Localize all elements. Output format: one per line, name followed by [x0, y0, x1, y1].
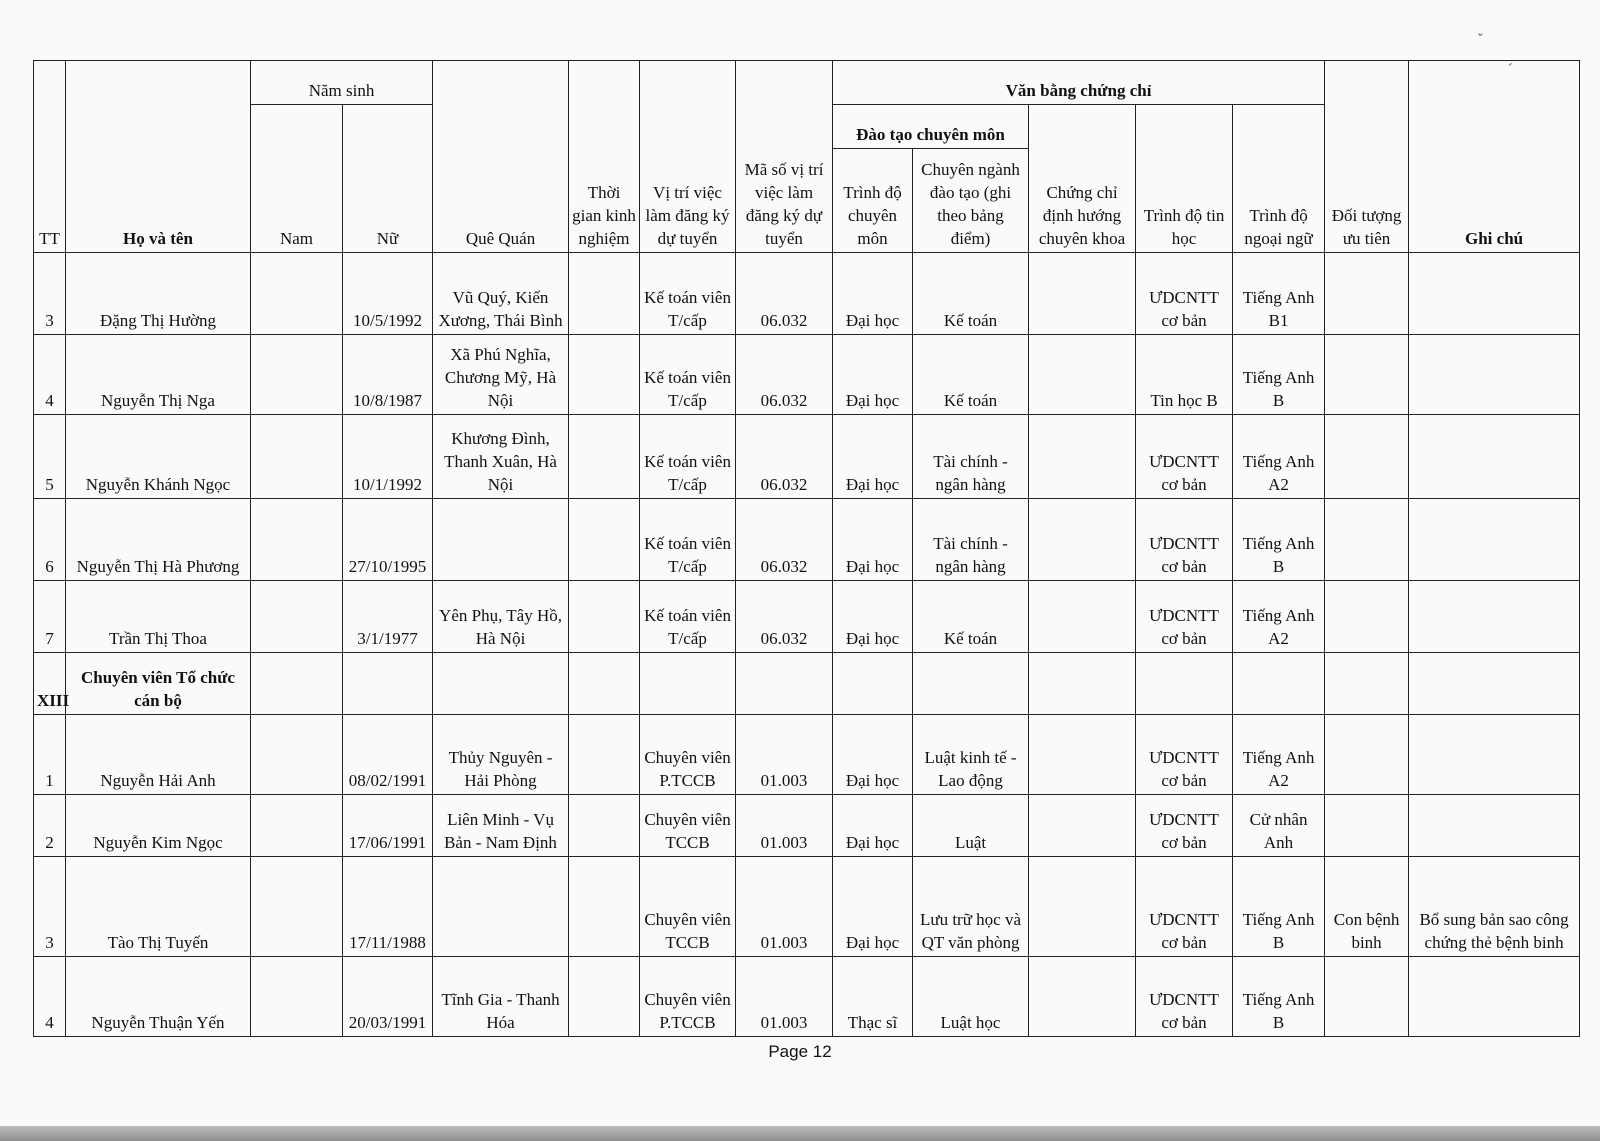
cell-level: Thạc sĩ — [833, 957, 913, 1037]
cell-name: Đặng Thị Hường — [66, 253, 251, 335]
cell-male — [251, 715, 343, 795]
cell-priority — [1325, 415, 1409, 499]
cell-experience — [569, 253, 640, 335]
cell-female-dob: 3/1/1977 — [343, 581, 433, 653]
cell-major: Lưu trữ học và QT văn phòng — [913, 857, 1029, 957]
cell-tt: 3 — [34, 857, 66, 957]
cell-tt: 2 — [34, 795, 66, 857]
cell-lang: Tiếng Anh B — [1233, 499, 1325, 581]
cell-level: Đại học — [833, 715, 913, 795]
cell-specialty — [1029, 715, 1136, 795]
cell-female-dob: 17/11/1988 — [343, 857, 433, 957]
cell-male — [251, 957, 343, 1037]
cell-level: Đại học — [833, 795, 913, 857]
empty-cell — [1325, 653, 1409, 715]
empty-cell — [736, 653, 833, 715]
scanner-edge — [0, 1126, 1600, 1141]
cell-note — [1409, 335, 1580, 415]
cell-level: Đại học — [833, 253, 913, 335]
header-training: Đào tạo chuyên môn — [833, 105, 1029, 149]
cell-it: ƯDCNTT cơ bản — [1136, 581, 1233, 653]
section-row — [34, 653, 1580, 715]
cell-tt: 7 — [34, 581, 66, 653]
cell-note — [1409, 415, 1580, 499]
cell-position: Kế toán viên T/cấp — [640, 415, 736, 499]
cell-male — [251, 499, 343, 581]
scan-speck: ˊ — [1508, 62, 1513, 77]
cell-level: Đại học — [833, 499, 913, 581]
header-major: Chuyên ngành đào tạo (ghi theo bảng điểm) — [913, 149, 1029, 253]
cell-male — [251, 795, 343, 857]
cell-priority — [1325, 499, 1409, 581]
cell-hometown: Vũ Quý, Kiến Xương, Thái Bình — [433, 253, 569, 335]
table-row — [34, 335, 1580, 415]
header-specialty-cert: Chứng chỉ định hướng chuyên khoa — [1029, 105, 1136, 253]
cell-experience — [569, 795, 640, 857]
cell-specialty — [1029, 415, 1136, 499]
table-row — [34, 795, 1580, 857]
cell-priority — [1325, 795, 1409, 857]
cell-position-code: 06.032 — [736, 499, 833, 581]
cell-position-code: 01.003 — [736, 957, 833, 1037]
cell-female-dob: 20/03/1991 — [343, 957, 433, 1037]
cell-position-code: 01.003 — [736, 857, 833, 957]
cell-name: Tào Thị Tuyến — [66, 857, 251, 957]
page-number: Page 12 — [768, 1042, 832, 1061]
cell-priority — [1325, 335, 1409, 415]
cell-tt: 1 — [34, 715, 66, 795]
cell-name: Nguyễn Kim Ngọc — [66, 795, 251, 857]
empty-cell — [913, 653, 1029, 715]
cell-male — [251, 253, 343, 335]
empty-cell — [640, 653, 736, 715]
cell-it: ƯDCNTT cơ bản — [1136, 253, 1233, 335]
cell-position: Kế toán viên T/cấp — [640, 335, 736, 415]
header-row-1 — [34, 61, 1580, 105]
cell-name: Trần Thị Thoa — [66, 581, 251, 653]
cell-experience — [569, 581, 640, 653]
cell-it: ƯDCNTT cơ bản — [1136, 795, 1233, 857]
empty-cell — [569, 653, 640, 715]
section-number: XIII — [34, 653, 66, 715]
cell-note — [1409, 957, 1580, 1037]
cell-position-code: 01.003 — [736, 795, 833, 857]
cell-it: Tin học B — [1136, 335, 1233, 415]
cell-lang: Tiếng Anh A2 — [1233, 581, 1325, 653]
cell-level: Đại học — [833, 415, 913, 499]
scan-speck: ˇ — [1478, 32, 1483, 47]
cell-priority — [1325, 715, 1409, 795]
cell-note — [1409, 795, 1580, 857]
cell-it: ƯDCNTT cơ bản — [1136, 499, 1233, 581]
cell-hometown: Xã Phú Nghĩa, Chương Mỹ, Hà Nội — [433, 335, 569, 415]
cell-male — [251, 581, 343, 653]
cell-priority: Con bệnh binh — [1325, 857, 1409, 957]
cell-lang: Tiếng Anh B — [1233, 335, 1325, 415]
cell-male — [251, 857, 343, 957]
cell-it: ƯDCNTT cơ bản — [1136, 857, 1233, 957]
empty-cell — [1409, 653, 1580, 715]
cell-tt: 4 — [34, 335, 66, 415]
cell-it: ƯDCNTT cơ bản — [1136, 715, 1233, 795]
cell-it: ƯDCNTT cơ bản — [1136, 415, 1233, 499]
cell-level: Đại học — [833, 857, 913, 957]
cell-female-dob: 10/5/1992 — [343, 253, 433, 335]
empty-cell — [433, 653, 569, 715]
cell-female-dob: 10/1/1992 — [343, 415, 433, 499]
cell-position-code: 01.003 — [736, 715, 833, 795]
cell-major: Luật học — [913, 957, 1029, 1037]
cell-note — [1409, 581, 1580, 653]
header-level: Trình độ chuyên môn — [833, 149, 913, 253]
cell-major: Luật kinh tế - Lao động — [913, 715, 1029, 795]
cell-position-code: 06.032 — [736, 581, 833, 653]
cell-position: Kế toán viên T/cấp — [640, 499, 736, 581]
cell-major: Kế toán — [913, 253, 1029, 335]
cell-note: Bổ sung bản sao công chứng thẻ bệnh binh — [1409, 857, 1580, 957]
cell-major: Kế toán — [913, 581, 1029, 653]
cell-specialty — [1029, 499, 1136, 581]
cell-hometown — [433, 857, 569, 957]
cell-hometown: Yên Phụ, Tây Hồ, Hà Nội — [433, 581, 569, 653]
header-foreign-lang: Trình độ ngoại ngữ — [1233, 105, 1325, 253]
cell-female-dob: 08/02/1991 — [343, 715, 433, 795]
table-row — [34, 715, 1580, 795]
cell-female-dob: 17/06/1991 — [343, 795, 433, 857]
header-certificates: Văn bằng chứng chỉ — [833, 61, 1325, 105]
cell-note — [1409, 715, 1580, 795]
empty-cell — [343, 653, 433, 715]
empty-cell — [1233, 653, 1325, 715]
cell-major: Kế toán — [913, 335, 1029, 415]
cell-priority — [1325, 253, 1409, 335]
cell-experience — [569, 335, 640, 415]
cell-hometown — [433, 499, 569, 581]
cell-hometown: Khương Đình, Thanh Xuân, Hà Nội — [433, 415, 569, 499]
section-title: Chuyên viên Tổ chức cán bộ — [66, 653, 251, 715]
header-it-level: Trình độ tin học — [1136, 105, 1233, 253]
cell-female-dob: 10/8/1987 — [343, 335, 433, 415]
cell-position: Chuyên viên TCCB — [640, 795, 736, 857]
header-birth-year: Năm sinh — [251, 61, 433, 105]
cell-position: Kế toán viên T/cấp — [640, 253, 736, 335]
empty-cell — [833, 653, 913, 715]
cell-hometown: Thủy Nguyên - Hải Phòng — [433, 715, 569, 795]
table-row — [34, 499, 1580, 581]
cell-name: Nguyễn Khánh Ngọc — [66, 415, 251, 499]
cell-experience — [569, 857, 640, 957]
cell-name: Nguyễn Hải Anh — [66, 715, 251, 795]
cell-lang: Tiếng Anh B — [1233, 957, 1325, 1037]
table-row — [34, 581, 1580, 653]
cell-hometown: Tĩnh Gia - Thanh Hóa — [433, 957, 569, 1037]
header-name: Họ và tên — [66, 61, 251, 253]
cell-specialty — [1029, 957, 1136, 1037]
cell-name: Nguyễn Thị Hà Phương — [66, 499, 251, 581]
header-tt: TT — [34, 61, 66, 253]
cell-tt: 6 — [34, 499, 66, 581]
cell-experience — [569, 415, 640, 499]
empty-cell — [1029, 653, 1136, 715]
cell-lang: Cử nhân Anh — [1233, 795, 1325, 857]
cell-position-code: 06.032 — [736, 335, 833, 415]
cell-specialty — [1029, 857, 1136, 957]
cell-experience — [569, 499, 640, 581]
cell-tt: 4 — [34, 957, 66, 1037]
cell-male — [251, 335, 343, 415]
table-row — [34, 857, 1580, 957]
table-row — [34, 415, 1580, 499]
cell-major: Tài chính - ngân hàng — [913, 415, 1029, 499]
cell-tt: 3 — [34, 253, 66, 335]
empty-cell — [251, 653, 343, 715]
cell-lang: Tiếng Anh B1 — [1233, 253, 1325, 335]
cell-position: Chuyên viên P.TCCB — [640, 715, 736, 795]
table-row — [34, 253, 1580, 335]
cell-name: Nguyễn Thị Nga — [66, 335, 251, 415]
cell-note — [1409, 499, 1580, 581]
cell-tt: 5 — [34, 415, 66, 499]
cell-female-dob: 27/10/1995 — [343, 499, 433, 581]
cell-position: Kế toán viên T/cấp — [640, 581, 736, 653]
header-position-code: Mã số vị trí việc làm đăng ký dự tuyển — [736, 61, 833, 253]
cell-position: Chuyên viên TCCB — [640, 857, 736, 957]
cell-level: Đại học — [833, 335, 913, 415]
cell-position: Chuyên viên P.TCCB — [640, 957, 736, 1037]
candidate-table — [33, 60, 1580, 1037]
cell-specialty — [1029, 795, 1136, 857]
cell-position-code: 06.032 — [736, 415, 833, 499]
cell-lang: Tiếng Anh A2 — [1233, 715, 1325, 795]
cell-experience — [569, 715, 640, 795]
cell-priority — [1325, 581, 1409, 653]
cell-male — [251, 415, 343, 499]
cell-level: Đại học — [833, 581, 913, 653]
table-row — [34, 957, 1580, 1037]
cell-position-code: 06.032 — [736, 253, 833, 335]
cell-specialty — [1029, 253, 1136, 335]
empty-cell — [1136, 653, 1233, 715]
cell-it: ƯDCNTT cơ bản — [1136, 957, 1233, 1037]
cell-hometown: Liên Minh - Vụ Bản - Nam Định — [433, 795, 569, 857]
cell-specialty — [1029, 335, 1136, 415]
header-notes: Ghi chú — [1409, 61, 1580, 253]
cell-priority — [1325, 957, 1409, 1037]
cell-major: Luật — [913, 795, 1029, 857]
cell-note — [1409, 253, 1580, 335]
cell-experience — [569, 957, 640, 1037]
cell-name: Nguyễn Thuận Yến — [66, 957, 251, 1037]
cell-lang: Tiếng Anh B — [1233, 857, 1325, 957]
header-hometown: Quê Quán — [433, 61, 569, 253]
cell-specialty — [1029, 581, 1136, 653]
header-female: Nữ — [343, 105, 433, 253]
cell-major: Tài chính - ngân hàng — [913, 499, 1029, 581]
header-male: Nam — [251, 105, 343, 253]
header-position: Vị trí việc làm đăng ký dự tuyển — [640, 61, 736, 253]
header-experience: Thời gian kinh nghiệm — [569, 61, 640, 253]
cell-lang: Tiếng Anh A2 — [1233, 415, 1325, 499]
header-priority: Đối tượng ưu tiên — [1325, 61, 1409, 253]
